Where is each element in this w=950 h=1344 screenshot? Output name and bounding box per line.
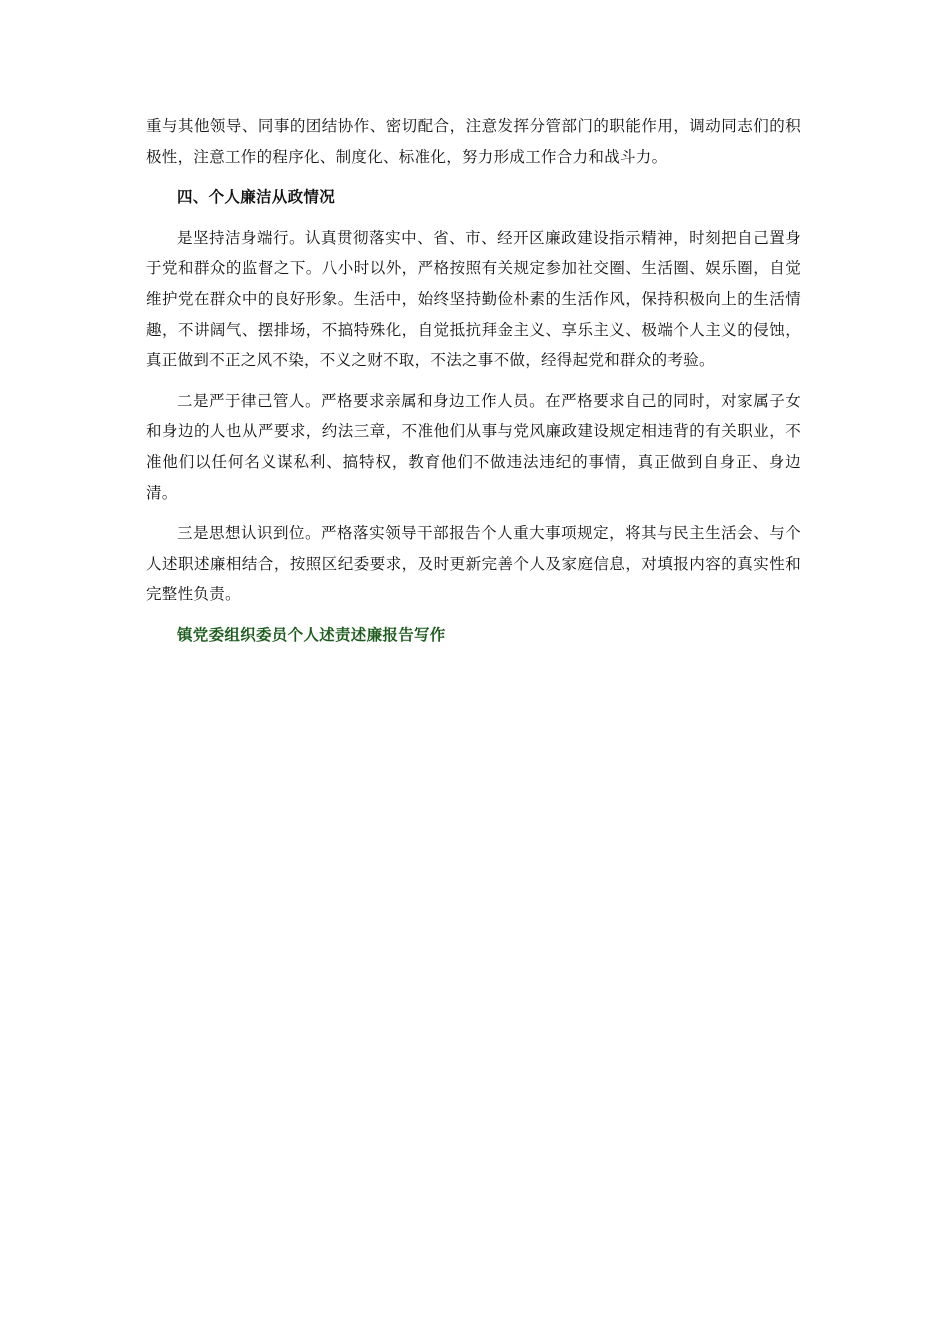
section-heading: 四、个人廉洁从政情况 xyxy=(177,188,336,207)
paragraph-self-discipline: 二是严于律己管人。严格要求亲属和身边工作人员。在严格要求自己的同时，对家属子女和身边的人也从严要求，约法三章，不准他们从事与党风廉政建设规定相违背的有关职业，不准他们以任何名义谋私利、搞特权，教育他们不做违法违纪的事情，真正做到自身正、身边清。 xyxy=(146,391,801,502)
paragraph-awareness: 三是思想认识到位。严格落实领导干部报告个人重大事项规定，将其与民主生活会、与个人述职述廉相结合，按照区纪委要求，及时更新完善个人及家庭信息，对填报内容的真实性和完整性负责。 xyxy=(146,524,801,604)
document-page xyxy=(146,111,801,651)
paragraph-integrity: 是坚持洁身端行。认真贯彻落实中、省、市、经开区廉政建设指示精神，时刻把自己置身于党和群众的监督之下。八小时以外，严格按照有关规定参加社交圈、生活圈、娱乐圈，自觉维护党在群众中的良好形象。生活中，始终坚持勤俭朴素的生活作风，保持积极向上的生活情趣，不讲阔气、摆排场，不搞特殊化，自觉抵抗拜金主义、享乐主义、极端个人主义的侵蚀，真正做到不正之风不染，不义之财不取，不法之事不做，经得起党和群众的考验。 xyxy=(146,228,801,370)
related-article-link[interactable]: 镇党委组织委员个人述责述廉报告写作 xyxy=(177,625,446,644)
continued-paragraph: 重与其他领导、同事的团结协作、密切配合，注意发挥分管部门的职能作用，调动同志们的积极性，注意工作的程序化、制度化、标准化，努力形成工作合力和战斗力。 xyxy=(146,117,801,166)
